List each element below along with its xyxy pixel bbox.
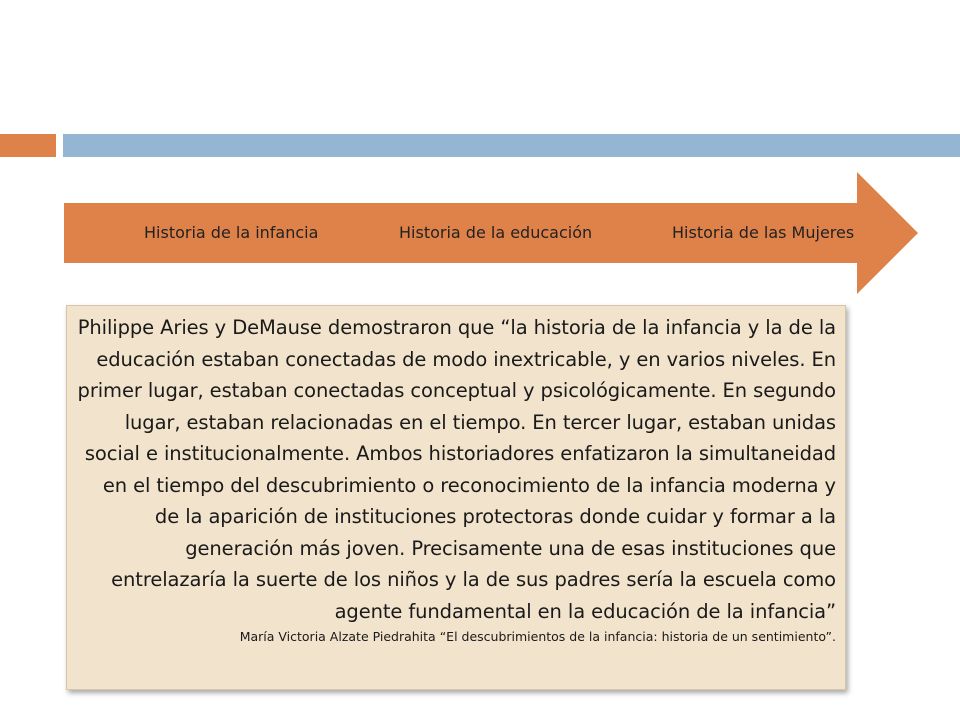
label-historia-mujeres: Historia de las Mujeres — [672, 223, 855, 242]
timeline-labels — [64, 203, 894, 263]
quote-citation: María Victoria Alzate Piedrahita “El descubrimientos de la infancia: historia de un sentimiento”. — [239, 629, 836, 644]
quote-box — [66, 305, 846, 690]
label-historia-infancia: Historia de la infancia — [144, 223, 319, 242]
label-historia-educacion: Historia de la educación — [399, 223, 593, 242]
quote-text: Philippe Aries y DeMause demostraron que “la historia de la infancia y la de la educación estaban conectadas de modo inextricable, y en varios niveles. En primer lugar, estaban conectadas conceptual y psicológicamente. En segundo lugar, estaban relacionadas en el tiempo. En tercer lugar, estaban unidas social e institucionalmente. Ambos historiadores enfatizaron la simultaneidad en el tiempo del descubrimiento o reconocimiento de la infancia moderna y de la aparición de instituciones protectoras donde cuidar y formar a la generación más joven. Precisamente una de esas instituciones que entrelazaría la suerte de los niños y la de sus padres sería la escuela como agente fundamental en la educación de la infancia” — [77, 316, 836, 623]
